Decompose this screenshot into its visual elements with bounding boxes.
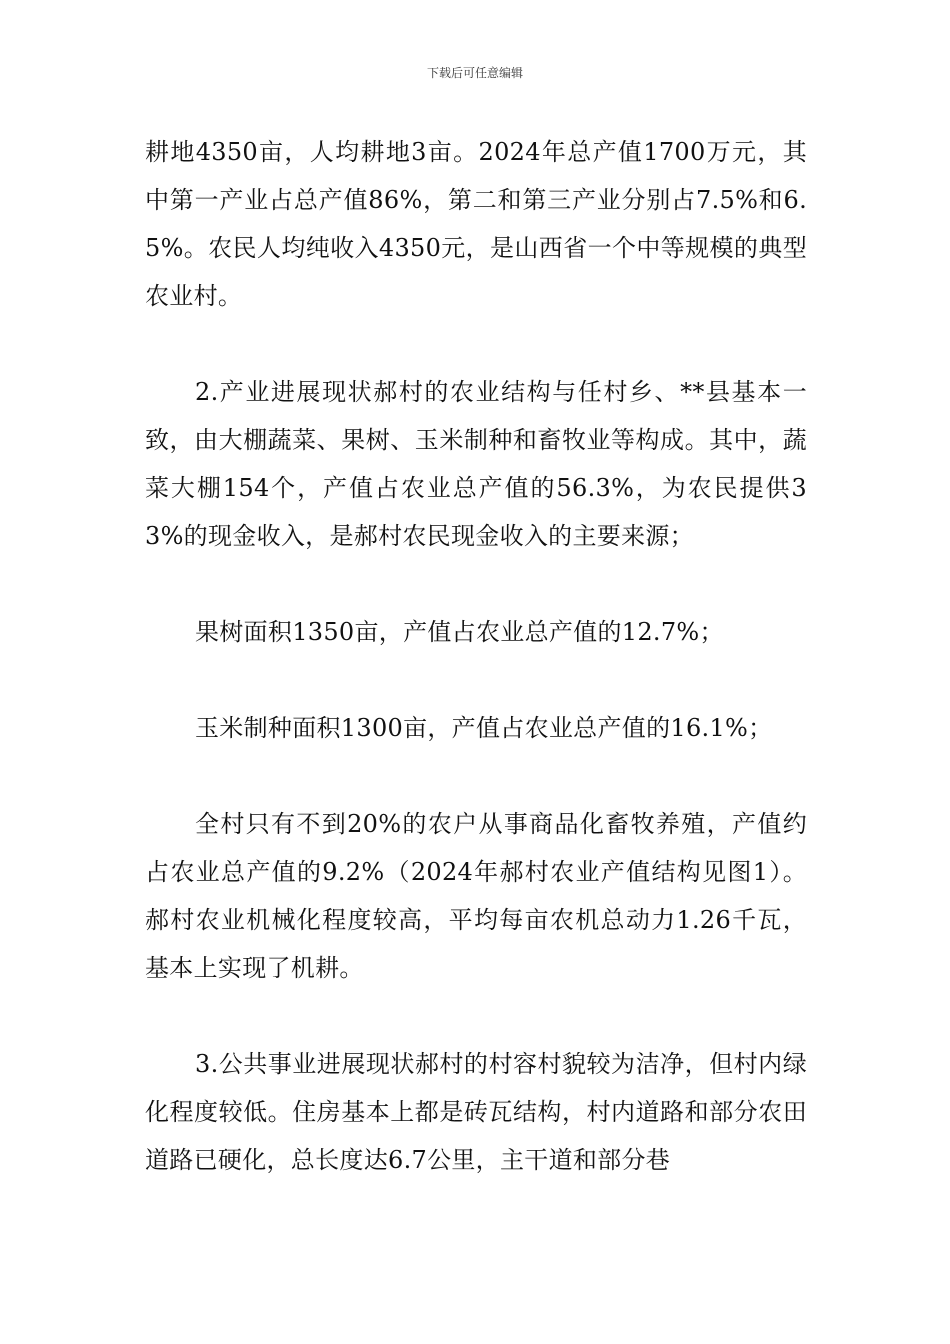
paragraph-livestock: 全村只有不到20%的农户从事商品化畜牧养殖，产值约占农业总产值的9.2%（2024年郝村农业产值结构见图1）。郝村农业机械化程度较高，平均每亩农机总动力1.26千瓦，基本上实现了机耕。	[145, 810, 807, 982]
paragraph-industry-status: 2.产业进展现状郝村的农业结构与任村乡、**县基本一致，由大棚蔬菜、果树、玉米制种和畜牧业等构成。其中，蔬菜大棚154个，产值占农业总产值的56.3%，为农民提供33%的现金收入，是郝村农民现金收入的主要来源；	[145, 378, 807, 550]
paragraph-gap	[145, 992, 807, 1040]
paragraph-public-affairs: 3.公共事业进展现状郝村的村容村貌较为洁净，但村内绿化程度较低。住房基本上都是砖瓦结构，村内道路和部分农田道路已硬化，总长度达6.7公里，主干道和部分巷	[145, 1050, 807, 1174]
paragraph-corn-seed: 玉米制种面积1300亩，产值占农业总产值的16.1%；	[195, 714, 773, 742]
paragraph-gap	[145, 656, 807, 704]
document-body	[145, 128, 807, 1184]
paragraph-gap	[145, 560, 807, 608]
paragraph-land-and-output: 耕地4350亩，人均耕地3亩。2024年总产值1700万元，其中第一产业占总产值86%，第二和第三产业分别占7.5%和6.5%。农民人均纯收入4350元，是山西省一个中等规模的典型农业村。	[145, 138, 807, 310]
paragraph-gap	[145, 320, 807, 368]
page-header: 下载后可任意编辑	[426, 66, 523, 80]
paragraph-gap	[145, 752, 807, 800]
paragraph-orchard: 果树面积1350亩，产值占农业总产值的12.7%；	[195, 618, 724, 646]
